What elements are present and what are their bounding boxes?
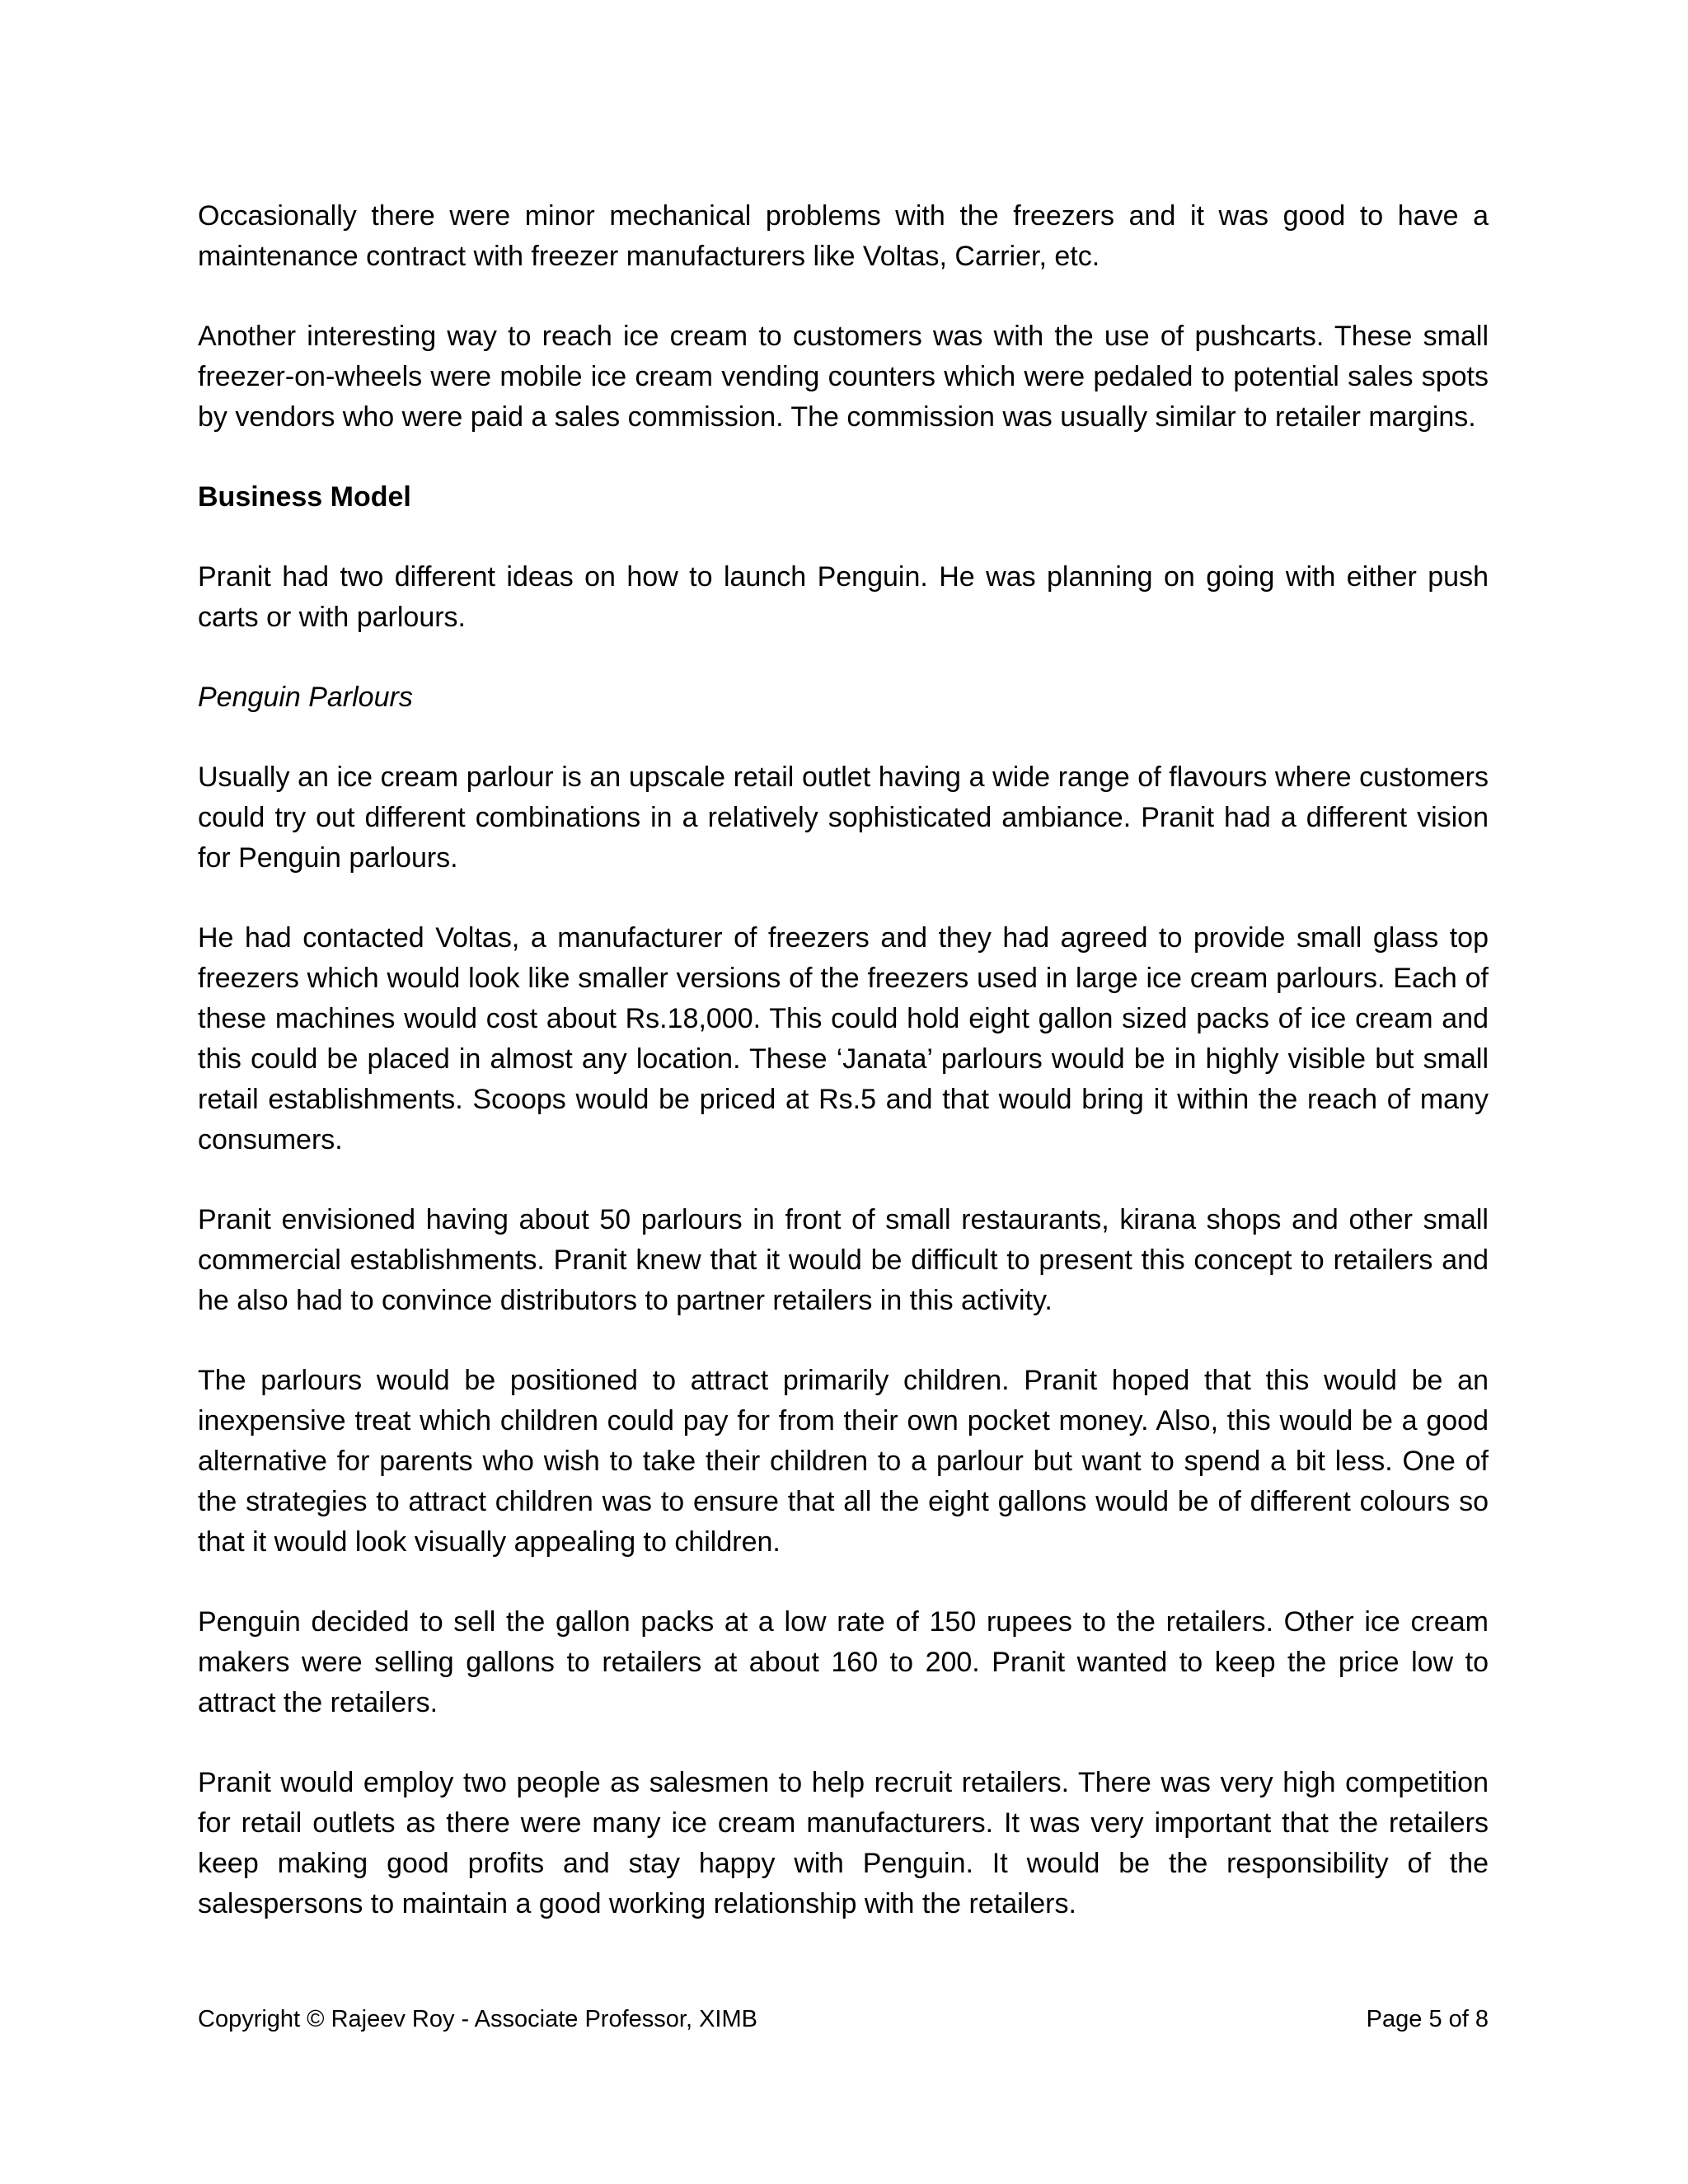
page-number: Page 5 of 8 (1366, 2006, 1489, 2032)
paragraph-pushcarts: Another interesting way to reach ice cream to customers was with the use of pushcarts. These small freezer-on-wheels were mobile ice cream vending counters which were pedaled to potential sales spots by vendors who were paid a sales commission. The commission was usually similar to retailer margins. (198, 321, 1489, 433)
page-footer (198, 2004, 1489, 2034)
paragraph-50-parlours: Pranit envisioned having about 50 parlours in front of small restaurants, kirana shops and other small commercial establishments. Pranit knew that it would be difficult to present this concept to retailers and he also had to convince distributors to partner retailers in this activity. (198, 1204, 1489, 1316)
paragraph-freezer-maintenance: Occasionally there were minor mechanical problems with the freezers and it was good to have a maintenance contract with freezer manufacturers like Voltas, Carrier, etc. (198, 200, 1489, 272)
document-body (198, 196, 1489, 1964)
paragraph-voltas-freezers: He had contacted Voltas, a manufacturer of freezers and they had agreed to provide small glass top freezers which would look like smaller versions of the freezers used in large ice cream parlours. Each of these machines would cost about Rs.18,000. This could hold eight gallon sized packs of ice cream and this could be placed in almost any location. These ‘Janata’ parlours would be in highly visible but small retail establishments. Scoops would be priced at Rs.5 and that would bring it within the reach of many consumers. (198, 922, 1489, 1155)
paragraph-parlour-definition: Usually an ice cream parlour is an upscale retail outlet having a wide range of flavours where customers could try out different combinations in a relatively sophisticated ambiance. Pranit had a different vision for Penguin parlours. (198, 762, 1489, 874)
subsection-heading-penguin-parlours: Penguin Parlours (198, 682, 413, 713)
copyright-text: Copyright © Rajeev Roy - Associate Professor, XIMB (198, 2006, 757, 2032)
section-heading-business-model: Business Model (198, 481, 411, 513)
paragraph-children-positioning: The parlours would be positioned to attract primarily children. Pranit hoped that this would be an inexpensive treat which children could pay for from their own pocket money. Also, this would be a good alternative for parents who wish to take their children to a parlour but want to spend a bit less. One of the strategies to attract children was to ensure that all the eight gallons would be of different colours so that it would look visually appealing to children. (198, 1365, 1489, 1558)
paragraph-gallon-pricing: Penguin decided to sell the gallon packs at a low rate of 150 rupees to the retailers. Other ice cream makers were selling gallons to retailers at about 160 to 200. Pranit wanted to keep the price low to attract the retailers. (198, 1606, 1489, 1718)
paragraph-salesmen: Pranit would employ two people as salesmen to help recruit retailers. There was very high competition for retail outlets as there were many ice cream manufacturers. It was very important that the retailers keep making good profits and stay happy with Penguin. It would be the responsibility of the salespersons to maintain a good working relationship with the retailers. (198, 1767, 1489, 1919)
paragraph-launch-ideas: Pranit had two different ideas on how to launch Penguin. He was planning on going with either push carts or with parlours. (198, 561, 1489, 633)
